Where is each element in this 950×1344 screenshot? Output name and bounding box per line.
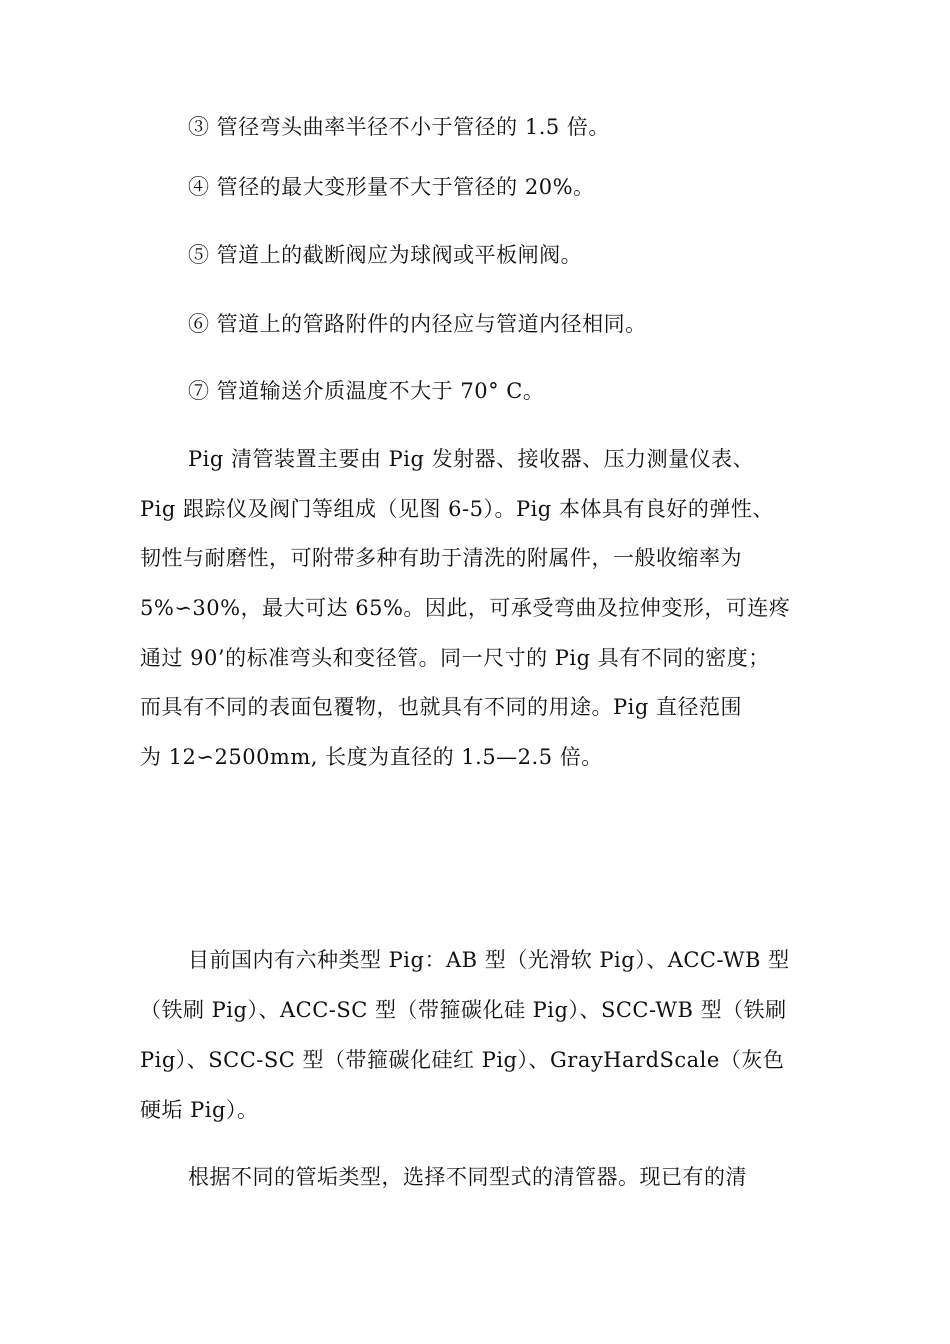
paragraph-2-line: （铁刷 Pig）、ACC-SC 型（带箍碳化硅 Pig）、SCC-WB 型（铁刷 [140, 998, 787, 1022]
list-item-6: ⑥ 管道上的管路附件的内径应与管道内径相同。 [188, 312, 647, 336]
list-item-4: ④ 管径的最大变形量不大于管径的 20%。 [188, 175, 595, 199]
paragraph-2-line: 硬垢 Pig）。 [140, 1098, 259, 1122]
paragraph-1-line: 韧性与耐磨性，可附带多种有助于清洗的附属件，一般收缩率为 [140, 546, 742, 570]
paragraph-3-line: 根据不同的管垢类型，选择不同型式的清管器。现已有的清 [188, 1165, 747, 1189]
paragraph-1-line: 5%∽30%，最大可达 65%。因此，可承受弯曲及拉伸变形，可连疼 [140, 596, 791, 620]
paragraph-1-line: Pig 清管装置主要由 Pig 发射器、接收器、压力测量仪表、 [188, 447, 755, 471]
list-item-5: ⑤ 管道上的截断阀应为球阀或平板闸阀。 [188, 243, 583, 267]
list-item-7: ⑦ 管道输送介质温度不大于 70° C。 [188, 379, 545, 403]
paragraph-2-line: 目前国内有六种类型 Pig：AB 型（光滑软 Pig）、ACC-WB 型 [188, 948, 790, 972]
paragraph-1-line: 而具有不同的表面包覆物，也就具有不同的用途。Pig 直径范围 [140, 695, 742, 719]
paragraph-1-line: 为 12∽2500mm, 长度为直径的 1.5—2.5 倍。 [140, 745, 603, 769]
paragraph-1-line: Pig 跟踪仪及阀门等组成（见图 6-5）。Pig 本体具有良好的弹性、 [140, 497, 774, 521]
list-item-3: ③ 管径弯头曲率半径不小于管径的 1.5 倍。 [188, 115, 610, 139]
paragraph-1-line: 通过 90’的标准弯头和变径管。同一尺寸的 Pig 具有不同的密度； [140, 646, 770, 670]
paragraph-2-line: Pig）、SCC-SC 型（带箍碳化硅红 Pig）、GrayHardScale（灰色 [140, 1048, 785, 1072]
